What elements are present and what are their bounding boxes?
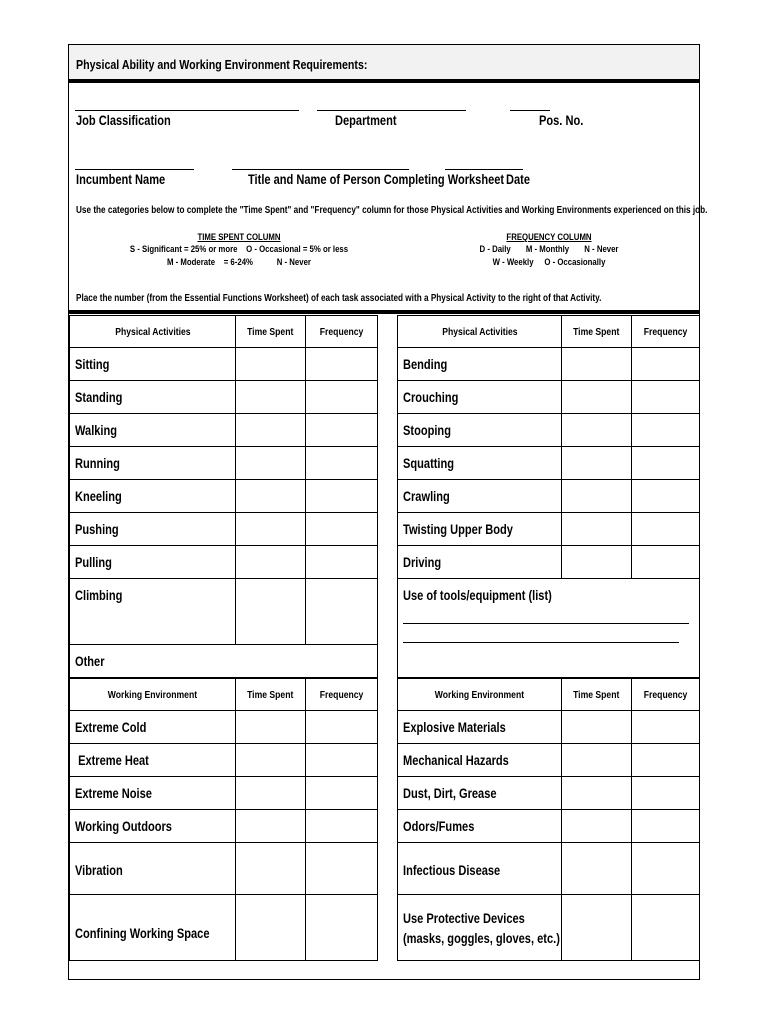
activity-driving: Driving bbox=[398, 546, 562, 579]
tools-list-line-2[interactable] bbox=[403, 642, 679, 643]
environment-dust-dirt-grease: Dust, Dirt, Grease bbox=[398, 777, 562, 810]
activity-kneeling: Kneeling bbox=[70, 480, 236, 513]
time-spent-cell[interactable] bbox=[562, 744, 632, 777]
title-name-line[interactable] bbox=[232, 169, 409, 170]
table-row bbox=[70, 381, 378, 414]
frequency-cell[interactable] bbox=[632, 447, 700, 480]
time-spent-cell[interactable] bbox=[236, 843, 306, 895]
time-spent-cell[interactable] bbox=[236, 579, 306, 645]
time-spent-header: Time Spent bbox=[562, 679, 632, 711]
table-row bbox=[398, 895, 700, 961]
time-spent-header: Time Spent bbox=[236, 679, 306, 711]
frequency-cell[interactable] bbox=[632, 348, 700, 381]
frequency-cell[interactable] bbox=[306, 348, 378, 381]
table-row bbox=[398, 777, 700, 810]
frequency-cell[interactable] bbox=[632, 711, 700, 744]
time-spent-cell[interactable] bbox=[562, 381, 632, 414]
environment-extreme-cold: Extreme Cold bbox=[70, 711, 236, 744]
activity-standing: Standing bbox=[70, 381, 236, 414]
frequency-cell[interactable] bbox=[306, 414, 378, 447]
time-spent-cell[interactable] bbox=[236, 895, 306, 961]
time-spent-cell[interactable] bbox=[236, 777, 306, 810]
working-environment-left-table bbox=[69, 678, 378, 961]
table-row bbox=[398, 843, 700, 895]
frequency-cell[interactable] bbox=[306, 843, 378, 895]
frequency-cell[interactable] bbox=[632, 843, 700, 895]
title-name-label: Title and Name of Person Completing Worksheet bbox=[248, 172, 505, 187]
date-line[interactable] bbox=[445, 169, 523, 170]
environment-extreme-heat: Extreme Heat bbox=[70, 744, 236, 777]
table-row bbox=[398, 381, 700, 414]
frequency-cell[interactable] bbox=[306, 744, 378, 777]
table-row bbox=[70, 843, 378, 895]
frequency-cell[interactable] bbox=[632, 810, 700, 843]
table-row bbox=[70, 645, 378, 678]
tools-list-line-1[interactable] bbox=[403, 623, 689, 624]
environment-extreme-noise: Extreme Noise bbox=[70, 777, 236, 810]
working-environment-header: Working Environment bbox=[70, 679, 236, 711]
table-row bbox=[70, 810, 378, 843]
time-spent-cell[interactable] bbox=[562, 447, 632, 480]
activity-stooping: Stooping bbox=[398, 414, 562, 447]
time-spent-key bbox=[116, 232, 362, 268]
frequency-header: Frequency bbox=[632, 316, 700, 348]
time-spent-cell[interactable] bbox=[562, 546, 632, 579]
frequency-cell[interactable] bbox=[306, 546, 378, 579]
environment-explosive-materials: Explosive Materials bbox=[398, 711, 562, 744]
activity-sitting: Sitting bbox=[70, 348, 236, 381]
department-line[interactable] bbox=[317, 110, 466, 111]
form-title: Physical Ability and Working Environment Requirements: bbox=[76, 57, 368, 72]
pos-no-line[interactable] bbox=[510, 110, 550, 111]
table-row bbox=[70, 513, 378, 546]
frequency-cell[interactable] bbox=[632, 414, 700, 447]
table-row bbox=[398, 414, 700, 447]
activity-other[interactable]: Other bbox=[70, 645, 378, 678]
activity-bending: Bending bbox=[398, 348, 562, 381]
pos-no-label: Pos. No. bbox=[539, 113, 584, 128]
table-row bbox=[70, 546, 378, 579]
time-spent-cell[interactable] bbox=[562, 843, 632, 895]
table-row bbox=[398, 513, 700, 546]
table-row bbox=[398, 546, 700, 579]
frequency-key bbox=[459, 232, 639, 268]
incumbent-name-label: Incumbent Name bbox=[76, 172, 166, 187]
working-environment-header: Working Environment bbox=[398, 679, 562, 711]
working-environment-right-table bbox=[397, 678, 700, 961]
form-title-bar bbox=[69, 45, 699, 83]
time-spent-cell[interactable] bbox=[562, 414, 632, 447]
activity-climbing: Climbing bbox=[70, 579, 236, 645]
frequency-cell[interactable] bbox=[306, 513, 378, 546]
environment-working-outdoors: Working Outdoors bbox=[70, 810, 236, 843]
physical-activities-right-table bbox=[397, 315, 700, 678]
activity-squatting: Squatting bbox=[398, 447, 562, 480]
environment-confining-working-space: Confining Working Space bbox=[70, 895, 236, 961]
time-spent-cell[interactable] bbox=[562, 810, 632, 843]
frequency-cell[interactable] bbox=[632, 381, 700, 414]
frequency-cell[interactable] bbox=[306, 810, 378, 843]
department-label: Department bbox=[335, 113, 397, 128]
table-row bbox=[398, 348, 700, 381]
activity-pushing: Pushing bbox=[70, 513, 236, 546]
frequency-cell[interactable] bbox=[306, 579, 378, 645]
physical-activities-header: Physical Activities bbox=[70, 316, 236, 348]
frequency-cell[interactable] bbox=[306, 480, 378, 513]
table-row bbox=[70, 579, 378, 645]
frequency-cell[interactable] bbox=[306, 777, 378, 810]
table-row bbox=[70, 895, 378, 961]
time-spent-cell[interactable] bbox=[236, 546, 306, 579]
time-spent-cell[interactable] bbox=[236, 810, 306, 843]
time-spent-key-line1: S - Significant = 25% or more O - Occasional = 5% or less bbox=[129, 244, 349, 255]
activity-crawling: Crawling bbox=[398, 480, 562, 513]
frequency-cell[interactable] bbox=[306, 447, 378, 480]
table-row bbox=[70, 447, 378, 480]
table-row bbox=[70, 480, 378, 513]
table-row bbox=[70, 744, 378, 777]
time-spent-cell[interactable] bbox=[236, 480, 306, 513]
place-note-text: Place the number (from the Essential Functions Worksheet) of each task associated with a Physical Activity to the right of that Activity. bbox=[76, 293, 602, 304]
physical-activities-left-table bbox=[69, 315, 378, 678]
table-row bbox=[398, 810, 700, 843]
time-spent-header: Time Spent bbox=[562, 316, 632, 348]
time-spent-key-heading: TIME SPENT COLUMN bbox=[197, 232, 281, 243]
table-row bbox=[70, 711, 378, 744]
time-spent-cell[interactable] bbox=[236, 513, 306, 546]
time-spent-cell[interactable] bbox=[562, 480, 632, 513]
job-classification-label: Job Classification bbox=[76, 113, 171, 128]
time-spent-cell[interactable] bbox=[236, 381, 306, 414]
frequency-header: Frequency bbox=[306, 316, 378, 348]
job-classification-line[interactable] bbox=[75, 110, 299, 111]
time-spent-cell[interactable] bbox=[562, 513, 632, 546]
table-row bbox=[398, 579, 700, 678]
instructions-text: Use the categories below to complete the "Time Spent" and "Frequency" column for those Physical Activities and Working Environments experienced on this job. bbox=[76, 205, 708, 216]
frequency-cell[interactable] bbox=[632, 480, 700, 513]
time-spent-cell[interactable] bbox=[236, 414, 306, 447]
time-spent-key-line2: M - Moderate = 6-24% N - Never bbox=[167, 257, 311, 268]
environment-odors-fumes: Odors/Fumes bbox=[398, 810, 562, 843]
time-spent-cell[interactable] bbox=[236, 744, 306, 777]
time-spent-cell[interactable] bbox=[562, 777, 632, 810]
environment-use-protective-devices: Use Protective Devices (masks, goggles, gloves, etc.) bbox=[398, 895, 562, 961]
time-spent-cell[interactable] bbox=[562, 711, 632, 744]
time-spent-cell[interactable] bbox=[236, 711, 306, 744]
activity-walking: Walking bbox=[70, 414, 236, 447]
table-row bbox=[398, 447, 700, 480]
frequency-cell[interactable] bbox=[632, 777, 700, 810]
activity-pulling: Pulling bbox=[70, 546, 236, 579]
time-spent-cell[interactable] bbox=[236, 447, 306, 480]
time-spent-cell[interactable] bbox=[562, 895, 632, 961]
activity-tools-equipment[interactable]: Use of tools/equipment (list) bbox=[398, 579, 700, 678]
table-row bbox=[398, 711, 700, 744]
table-row bbox=[70, 348, 378, 381]
date-label: Date bbox=[506, 172, 530, 187]
frequency-key-line2: W - Weekly O - Occasionally bbox=[492, 257, 606, 268]
frequency-cell[interactable] bbox=[632, 513, 700, 546]
frequency-cell[interactable] bbox=[632, 895, 700, 961]
frequency-cell[interactable] bbox=[632, 546, 700, 579]
frequency-cell[interactable] bbox=[306, 381, 378, 414]
activity-twisting-upper-body: Twisting Upper Body bbox=[398, 513, 562, 546]
frequency-cell[interactable] bbox=[306, 895, 378, 961]
environment-vibration: Vibration bbox=[70, 843, 236, 895]
frequency-cell[interactable] bbox=[632, 744, 700, 777]
time-spent-header: Time Spent bbox=[236, 316, 306, 348]
incumbent-name-line[interactable] bbox=[75, 169, 194, 170]
frequency-key-line1: D - Daily M - Monthly N - Never bbox=[479, 244, 619, 255]
time-spent-cell[interactable] bbox=[562, 348, 632, 381]
activity-running: Running bbox=[70, 447, 236, 480]
environment-infectious-disease: Infectious Disease bbox=[398, 843, 562, 895]
frequency-header: Frequency bbox=[632, 679, 700, 711]
activity-crouching: Crouching bbox=[398, 381, 562, 414]
frequency-cell[interactable] bbox=[306, 711, 378, 744]
physical-activities-header: Physical Activities bbox=[398, 316, 562, 348]
section-divider bbox=[69, 310, 699, 314]
table-row bbox=[70, 414, 378, 447]
frequency-header: Frequency bbox=[306, 679, 378, 711]
environment-mechanical-hazards: Mechanical Hazards bbox=[398, 744, 562, 777]
frequency-key-heading: FREQUENCY COLUMN bbox=[506, 232, 592, 243]
table-row bbox=[398, 480, 700, 513]
table-row bbox=[70, 777, 378, 810]
time-spent-cell[interactable] bbox=[236, 348, 306, 381]
table-row bbox=[398, 744, 700, 777]
